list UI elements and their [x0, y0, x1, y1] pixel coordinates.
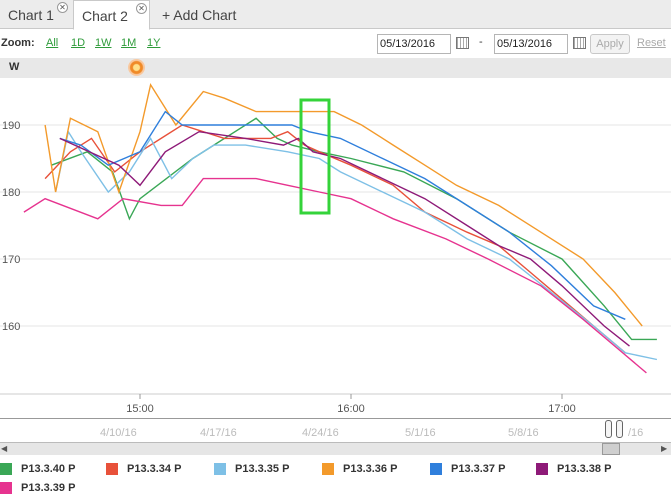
chart-legend [0, 458, 671, 497]
tab-label: Chart 2 [82, 8, 128, 24]
from-date-field[interactable] [377, 34, 451, 54]
legend-swatch [430, 463, 442, 475]
weather-label: W [9, 61, 20, 73]
close-icon[interactable]: ✕ [136, 3, 147, 14]
apply-button[interactable]: Apply [590, 34, 630, 54]
legend-item[interactable] [322, 463, 397, 475]
legend-label: P13.3.40 P [21, 463, 76, 475]
legend-item[interactable] [0, 482, 75, 494]
add-chart-button[interactable]: + Add Chart [162, 7, 237, 23]
scrollbar-thumb[interactable] [602, 443, 620, 455]
tab-chart-2[interactable] [73, 0, 150, 30]
y-tick-label: 180 [2, 187, 21, 199]
zoom-toolbar [0, 29, 671, 58]
y-tick-label: 160 [2, 321, 21, 333]
line-chart[interactable] [0, 78, 671, 418]
date-separator: - [479, 36, 483, 48]
legend-swatch [214, 463, 226, 475]
x-axis-labels [126, 403, 576, 415]
calendar-icon[interactable] [573, 37, 586, 49]
legend-label: P13.3.37 P [451, 463, 506, 475]
zoom-label: Zoom: [1, 37, 35, 49]
legend-label: P13.3.35 P [235, 463, 290, 475]
legend-swatch [0, 463, 12, 475]
x-tick-label: 16:00 [337, 403, 365, 415]
zoom-1d-link[interactable]: 1D [71, 37, 86, 49]
navigator-date: 4/17/16 [200, 427, 237, 439]
legend-label: P13.3.39 P [21, 482, 76, 494]
legend-item[interactable] [536, 463, 611, 475]
navigator-date: 5/8/16 [508, 427, 539, 439]
legend-label: P13.3.34 P [127, 463, 182, 475]
x-tick-label: 15:00 [126, 403, 154, 415]
tab-label: Chart 1 [8, 7, 54, 23]
weather-strip [0, 58, 671, 78]
legend-label: P13.3.36 P [343, 463, 398, 475]
close-icon[interactable]: ✕ [57, 2, 68, 13]
navigator-left-handle[interactable] [605, 420, 612, 438]
legend-item[interactable] [430, 463, 505, 475]
highlight-box [301, 100, 329, 213]
chart-series [24, 85, 657, 373]
legend-swatch [322, 463, 334, 475]
navigator-date: /16 [628, 427, 644, 439]
zoom-1w-link[interactable]: 1W [95, 37, 112, 49]
series-line-p13-3-37-p[interactable] [60, 112, 626, 320]
zoom-1m-link[interactable]: 1M [121, 37, 137, 49]
zoom-all-link[interactable]: All [46, 37, 59, 49]
tab-chart-1[interactable] [0, 0, 71, 29]
legend-swatch [536, 463, 548, 475]
y-axis-labels [2, 120, 20, 333]
navigator-date: 4/10/16 [100, 427, 137, 439]
scroll-right-icon[interactable]: ▶ [661, 444, 668, 453]
horizontal-scrollbar[interactable] [0, 442, 671, 455]
series-line-p13-3-36-p[interactable] [45, 85, 642, 326]
to-date-field[interactable] [494, 34, 568, 54]
navigator-date: 5/1/16 [405, 427, 436, 439]
series-line-p13-3-38-p[interactable] [60, 132, 630, 346]
scroll-left-icon[interactable]: ◀ [1, 444, 8, 453]
series-line-p13-3-39-p[interactable] [24, 179, 647, 373]
chart-grid [0, 125, 671, 399]
y-tick-label: 190 [2, 120, 21, 132]
navigator-date: 4/24/16 [302, 427, 339, 439]
legend-item[interactable] [106, 463, 181, 475]
legend-swatch [106, 463, 118, 475]
sun-icon[interactable] [128, 59, 145, 76]
legend-swatch [0, 482, 12, 494]
tab-bar [0, 0, 671, 29]
navigator-right-handle[interactable] [616, 420, 623, 438]
legend-label: P13.3.38 P [557, 463, 612, 475]
series-line-p13-3-34-p[interactable] [45, 125, 625, 353]
legend-item[interactable] [0, 463, 75, 475]
calendar-icon[interactable] [456, 37, 469, 49]
zoom-1y-link[interactable]: 1Y [147, 37, 161, 49]
x-tick-label: 17:00 [548, 403, 576, 415]
y-tick-label: 170 [2, 254, 21, 266]
reset-link[interactable]: Reset [637, 37, 666, 49]
legend-item[interactable] [214, 463, 289, 475]
